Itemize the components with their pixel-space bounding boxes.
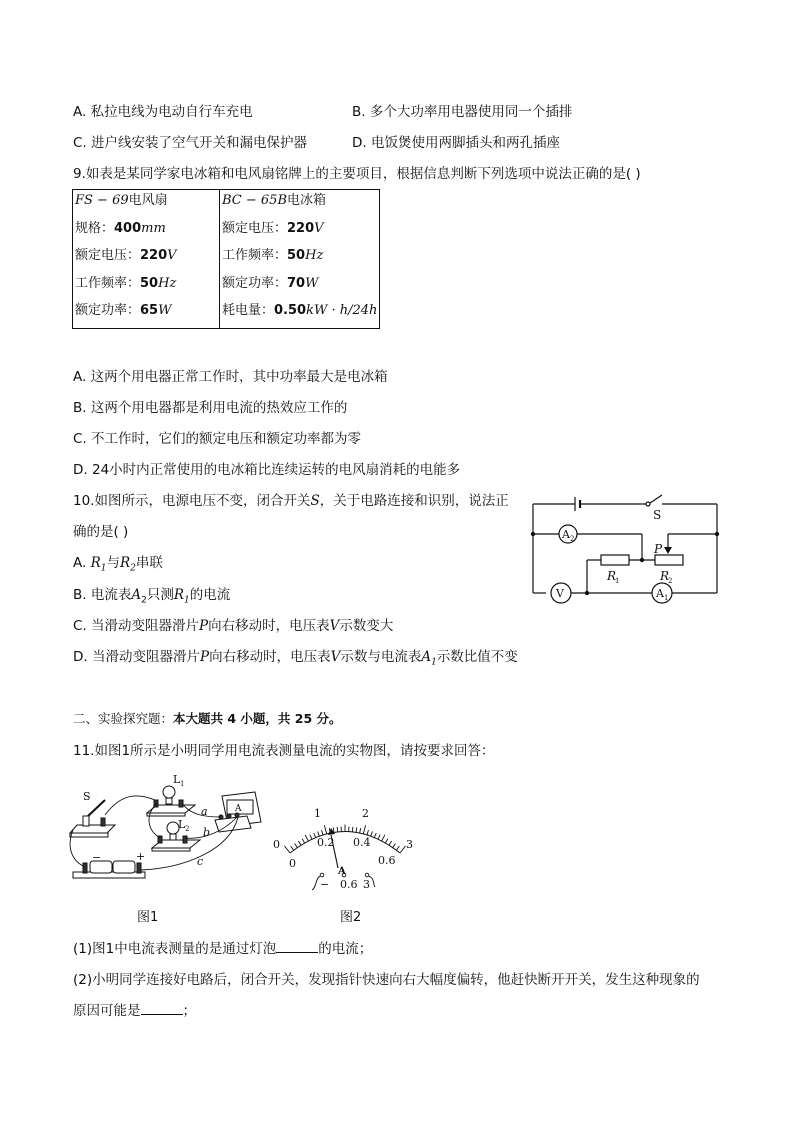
switch-label: S <box>83 790 91 803</box>
q11-figure-1-physical-circuit <box>65 770 275 900</box>
fan-row: 额定功率：65W <box>75 303 172 318</box>
figure-2-caption: 图2 <box>340 910 362 925</box>
fridge-row: 工作频率：50Hz <box>222 248 324 263</box>
q11-sub-question-2-line1: (2)小明同学连接好电路后，闭合开关，发现指针快速向右大幅度偏转，他赶快断开开关，发生这种现象的 <box>73 972 700 988</box>
q9-stem: 9.如表是某同学家电冰箱和电风扇铭牌上的主要项目，根据信息判断下列选项中说法正确的是( ) <box>73 166 641 182</box>
switch-blade-icon <box>650 495 662 503</box>
section-2-heading: 二、实验探究题：本大题共 4 小题，共 25 分。 <box>73 711 342 726</box>
fridge-row: 额定功率：70W <box>222 275 319 291</box>
fan-title: FS − 69电风扇 <box>75 193 168 208</box>
outer-scale-label: 0 <box>273 838 280 851</box>
ammeter-a2-label: A <box>562 528 570 541</box>
switch-label: S <box>653 508 662 522</box>
inner-scale-label: 0.6 <box>378 854 396 867</box>
r1-label: R <box>607 569 617 583</box>
terminal-0-6-label: 0.6 <box>340 878 358 891</box>
q10-option-c: C. 当滑动变阻器滑片P向右移动时，电压表V示数变大 <box>73 618 394 634</box>
q11-figure-2-ammeter-dial <box>265 795 425 895</box>
q11-stem: 11.如图1所示是小明同学用电流表测量电流的实物图，请按要求回答： <box>73 743 495 759</box>
fridge-spec-column <box>220 190 380 329</box>
ammeter-a1-label: A <box>656 587 664 600</box>
fridge-row: 耗电量：0.50kW · h/24h <box>222 303 378 318</box>
q8-option-a: A. 私拉电线为电动自行车充电 <box>73 104 253 120</box>
inner-scale-label: 0.2 <box>317 836 335 849</box>
q10-stem-line2: 确的是( ) <box>73 524 129 540</box>
inner-scale-label: 0 <box>289 857 296 870</box>
q9-option-d: D. 24小时内正常使用的电冰箱比连续运转的电风扇消耗的电能多 <box>73 462 461 478</box>
q9-option-a: A. 这两个用电器正常工作时，其中功率最大是电冰箱 <box>73 369 388 385</box>
battery-positive-label: + <box>136 850 146 863</box>
slider-p-label: P <box>654 542 663 556</box>
voltmeter-label: V <box>556 587 564 600</box>
terminal-negative-label: − <box>320 878 330 891</box>
figure-1-caption: 图1 <box>137 910 159 925</box>
fan-row: 规格：400mm <box>75 220 166 236</box>
q10-option-a: A. $R_1$与$R_2$串联 <box>73 555 163 574</box>
lamp-l1-label: L <box>173 773 181 786</box>
fridge-title: BC − 65B电冰箱 <box>222 193 327 208</box>
svg-text:1: 1 <box>180 780 185 788</box>
svg-text:1: 1 <box>615 577 620 585</box>
q10-circuit-diagram <box>525 485 730 615</box>
wire-c-label: c <box>197 855 204 868</box>
outer-scale-label: 1 <box>314 807 321 820</box>
q11-sub-question-1: (1)图1中电流表测量的是通过灯泡 的电流； <box>73 941 373 957</box>
q9-spec-table <box>72 189 380 329</box>
fridge-row: 额定电压：220V <box>222 220 324 236</box>
q10-option-d: D. 当滑动变阻器滑片P向右移动时，电压表V示数与电流表$A_1$示数比值不变 <box>73 649 518 668</box>
r2-label: R <box>660 569 670 583</box>
q10-stem-line1: 10.如图所示，电源电压不变，闭合开关S，关于电路连接和识别，说法正 <box>73 493 509 509</box>
terminal-3-label: 3 <box>363 878 370 891</box>
lamp-l1-icon <box>163 786 175 798</box>
svg-text:2: 2 <box>185 825 190 833</box>
svg-text:2: 2 <box>570 535 575 543</box>
unit-label: A <box>338 866 346 877</box>
q8-option-b: B. 多个大功率用电器使用同一个插排 <box>352 104 573 120</box>
q11-sub-question-2-line2: 原因可能是 ； <box>73 1003 196 1019</box>
outer-scale-label: 3 <box>406 838 413 851</box>
q8-option-c: C. 进户线安装了空气开关和漏电保护器 <box>73 135 308 151</box>
ammeter-face-label: A <box>235 804 242 814</box>
battery-cell-icon <box>113 861 135 873</box>
inner-scale-label: 0.4 <box>353 836 371 849</box>
svg-text:2: 2 <box>668 577 673 585</box>
q9-option-c: C. 不工作时，它们的额定电压和额定功率都为零 <box>73 431 362 447</box>
fan-row: 工作频率：50Hz <box>75 275 177 291</box>
wire-a-label: a <box>201 805 208 818</box>
fan-spec-column <box>73 190 220 329</box>
lamp-l2-label: L <box>178 818 186 831</box>
svg-text:1: 1 <box>664 594 669 602</box>
q8-option-d: D. 电饭煲使用两脚插头和两孔插座 <box>352 135 560 151</box>
battery-negative-label: − <box>92 851 102 864</box>
answer-blank[interactable] <box>141 1002 183 1015</box>
wire-b-label: b <box>203 826 211 839</box>
fan-row: 额定电压：220V <box>75 248 177 263</box>
q9-option-b: B. 这两个用电器都是利用电流的热效应工作的 <box>73 400 348 416</box>
switch-base-icon <box>70 825 115 833</box>
outer-scale-label: 2 <box>362 807 369 820</box>
answer-blank[interactable] <box>276 940 318 953</box>
dial-arc <box>290 832 400 854</box>
q10-option-b: B. 电流表$A_2$只测$R_1$的电流 <box>73 587 231 606</box>
